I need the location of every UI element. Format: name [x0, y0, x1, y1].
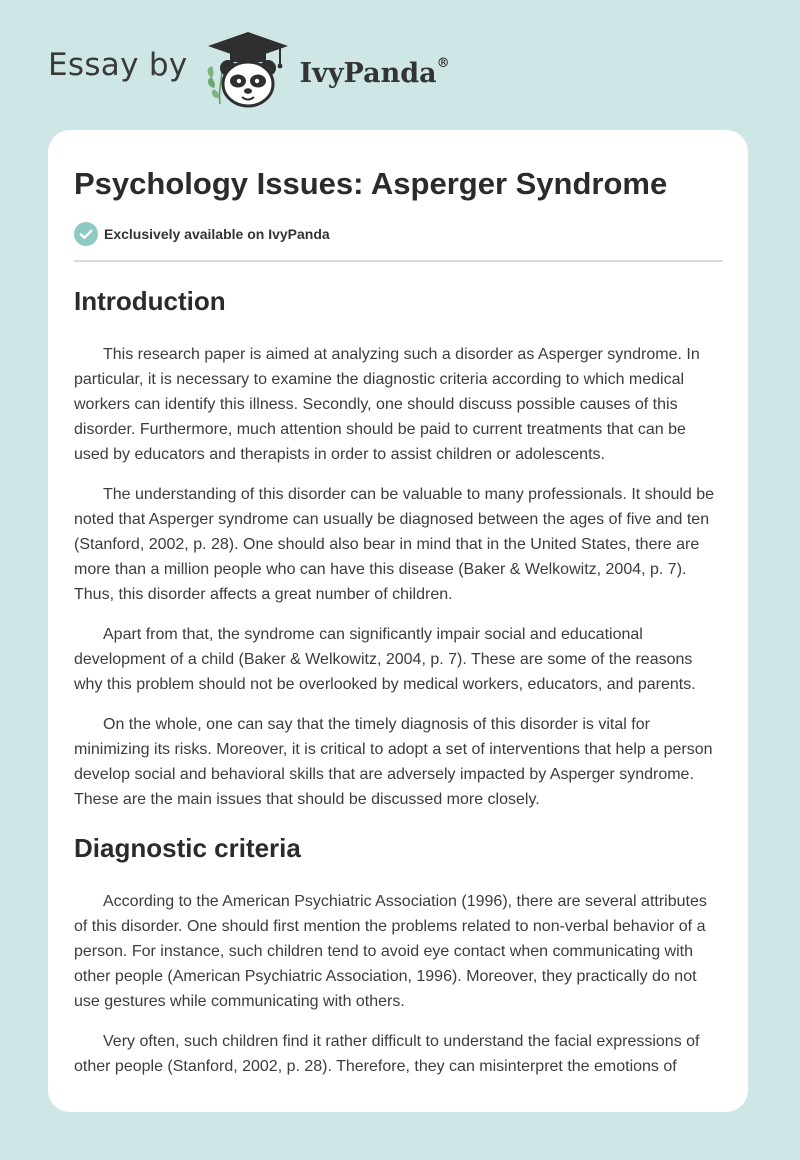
brand-name	[299, 55, 450, 89]
paragraph: According to the American Psychiatric Association (1996), there are several attributes of this disorder. One should first mention the problems related to non-verbal behavior of a person. For instance, such children tend to avoid eye contact when communicating with other people (American Psychiatric Association, 1996). Moreover, they practically do not use gestures while communicating with others.	[74, 893, 707, 1010]
paragraph: The understanding of this disorder can be valuable to many professionals. It should be noted that Asperger syndrome can usually be diagnosed between the ages of five and ten (Stanford, 2002, p. 28). One should also bear in mind that in the United States, there are more than a million people who can have this disease (Baker & Welkowitz, 2004, p. 7). Thus, this disorder affects a great number of children.	[74, 486, 715, 603]
paragraph: On the whole, one can say that the timely diagnosis of this disorder is vital for minimizing its risks. Moreover, it is critical to adopt a set of interventions that help a person develop social and behavioral skills that are adversely impacted by Asperger syndrome. These are the main issues that should be discussed more closely.	[74, 716, 713, 808]
check-circle-icon	[74, 222, 98, 246]
paragraph: This research paper is aimed at analyzing such a disorder as Asperger syndrome. In particular, it is necessary to examine the diagnostic criteria according to which medical workers can identify this illness. Secondly, one should discuss possible causes of this disorder. Furthermore, much attention should be paid to current treatments that can be used by educators and therapists in order to assist children or adolescents.	[74, 346, 700, 463]
section-heading-introduction: Introduction	[74, 286, 226, 316]
essay-by-label: Essay by	[48, 47, 188, 83]
essay-card	[48, 130, 748, 1112]
paragraph: Very often, such children find it rather difficult to understand the facial expressions of other people (Stanford, 2002, p. 28). Therefore, they can misinterpret the emotions of	[74, 1033, 700, 1075]
essay-body	[74, 280, 723, 1094]
panda-graduate-icon	[200, 28, 296, 112]
page-title: Psychology Issues: Asperger Syndrome	[74, 166, 668, 201]
site-header	[48, 28, 450, 112]
exclusive-label: Exclusively available on IvyPanda	[104, 226, 330, 242]
divider	[74, 260, 723, 262]
registered-mark: ®	[436, 55, 450, 71]
paragraph: Apart from that, the syndrome can significantly impair social and educational development of a child (Baker & Welkowitz, 2004, p. 7). These are some of the reasons why this problem should not be overlooked by medical workers, educators, and parents.	[74, 626, 696, 693]
section-heading-diagnostic-criteria: Diagnostic criteria	[74, 833, 301, 863]
brand-text: IvyPanda	[299, 57, 437, 89]
exclusive-badge	[74, 222, 330, 246]
